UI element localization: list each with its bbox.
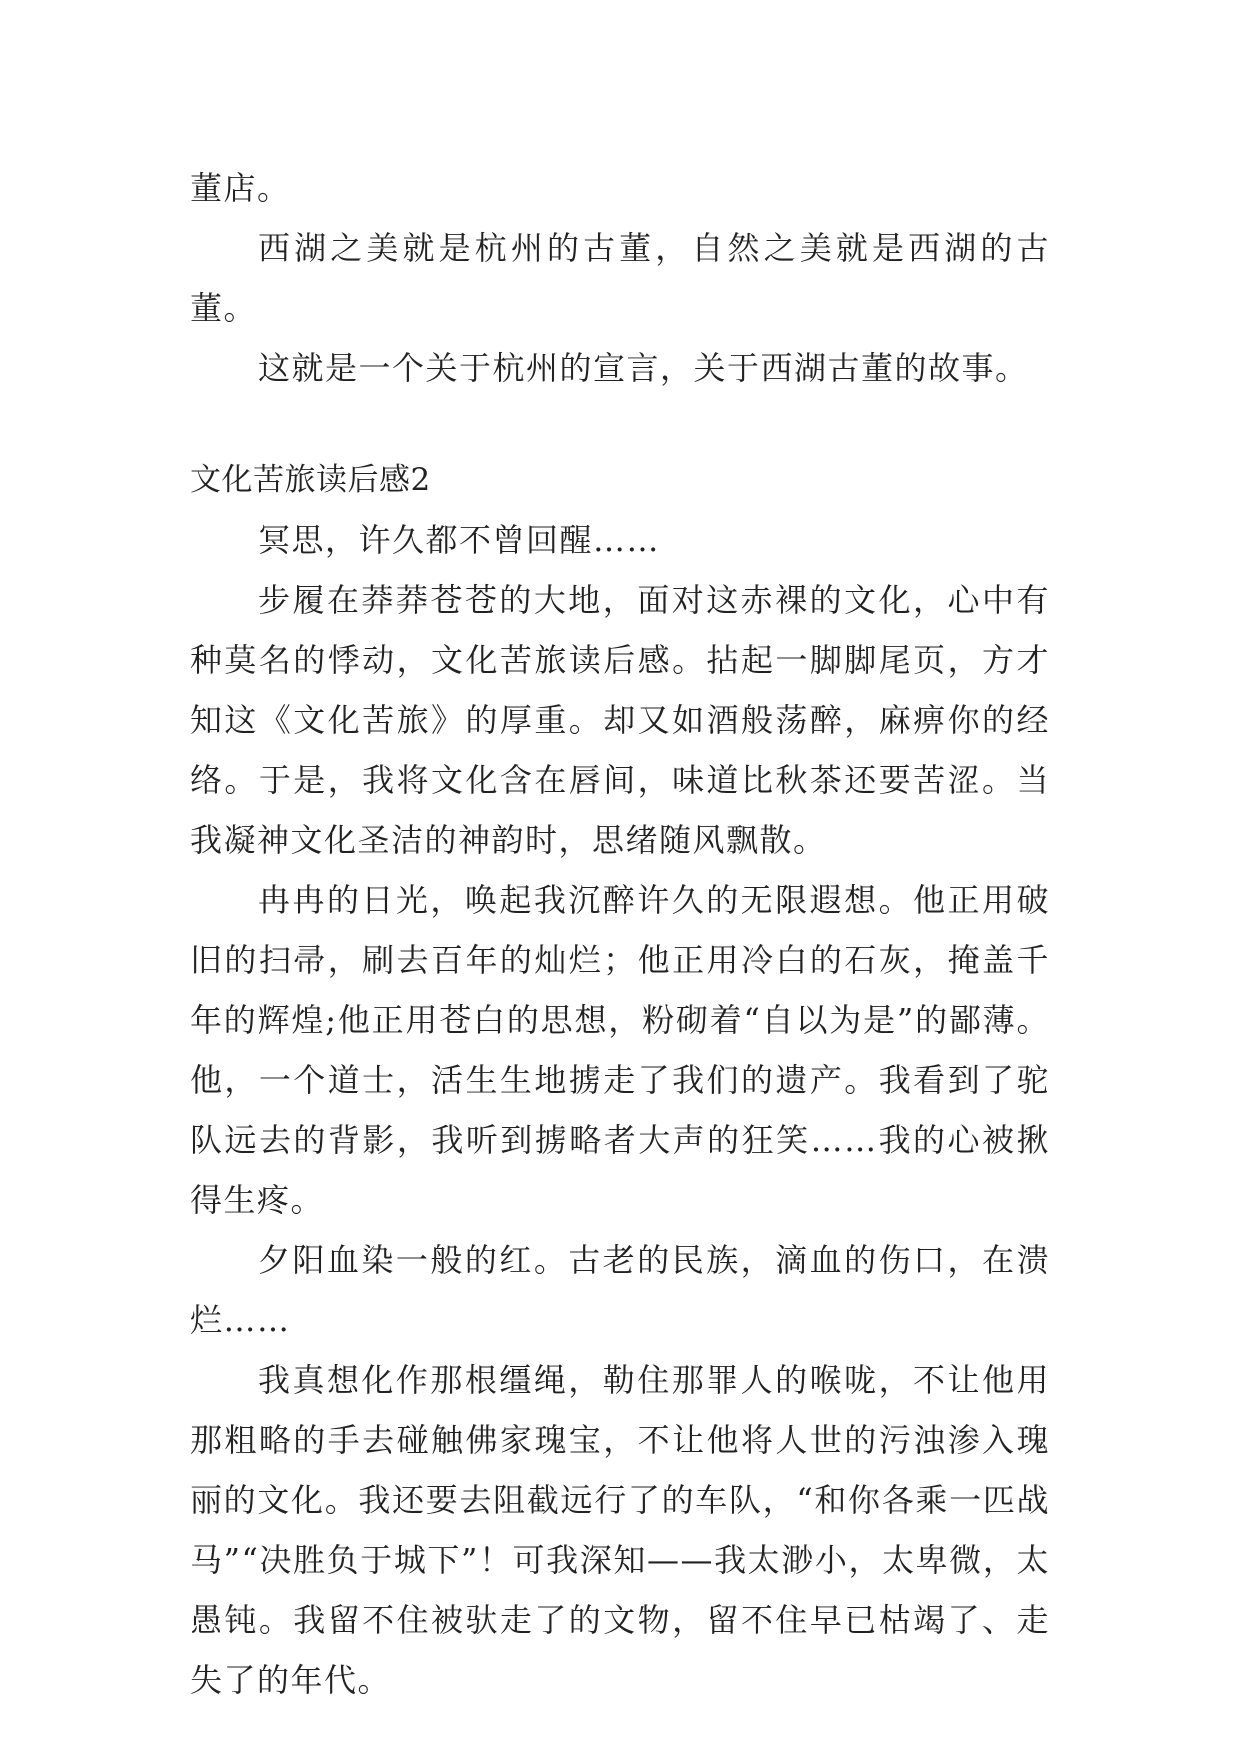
paragraph-walking-the-land: 步履在莽莽苍苍的大地，面对这赤裸的文化，心中有种莫名的悸动，文化苦旅读后感。拈起一脚脚尾页，方才知这《文化苦旅》的厚重。却又如酒般荡醉，麻痹你的经络。于是，我将文化含在唇间，味道比秋茶还要苦涩。当我凝神文化圣洁的神韵时，思绪随风飘散。	[190, 581, 1050, 859]
paragraph-continuation: 董店。	[190, 169, 291, 207]
section-title: 文化苦旅读后感2	[190, 462, 431, 498]
paragraph-sunset: 夕阳血染一般的红。古老的民族，滴血的伤口，在溃烂……	[190, 1241, 1050, 1339]
paragraph-meditation: 冥思，许久都不曾回醒……	[258, 521, 661, 559]
section-spacer	[190, 398, 1050, 450]
paragraph-reins: 我真想化作那根缰绳，勒住那罪人的喉咙，不让他用那粗略的手去碰触佛家瑰宝，不让他将人世的污浊渗入瑰丽的文化。我还要去阻截远行了的车队，“和你各乘一匹战马”“决胜负于城下”！可我深知——我太渺小，太卑微，太愚钝。我留不住被驮走了的文物，留不住早已枯竭了、走失了的年代。	[190, 1361, 1050, 1699]
paragraph-daoist: 冉冉的日光，唤起我沉醉许久的无限遐想。他正用破旧的扫帚，刷去百年的灿烂；他正用冷白的石灰，掩盖千年的辉煌;他正用苍白的思想，粉砌着“自以为是”的鄙薄。他，一个道士，活生生地掳走了我们的遗产。我看到了驼队远去的背影，我听到掳略者大声的狂笑……我的心被揪得生疼。	[190, 881, 1050, 1219]
document-body	[190, 158, 1050, 1710]
paragraph-west-lake-beauty: 西湖之美就是杭州的古董，自然之美就是西湖的古董。	[190, 229, 1050, 327]
paragraph-hangzhou-declaration: 这就是一个关于杭州的宣言，关于西湖古董的故事。	[258, 349, 1029, 387]
